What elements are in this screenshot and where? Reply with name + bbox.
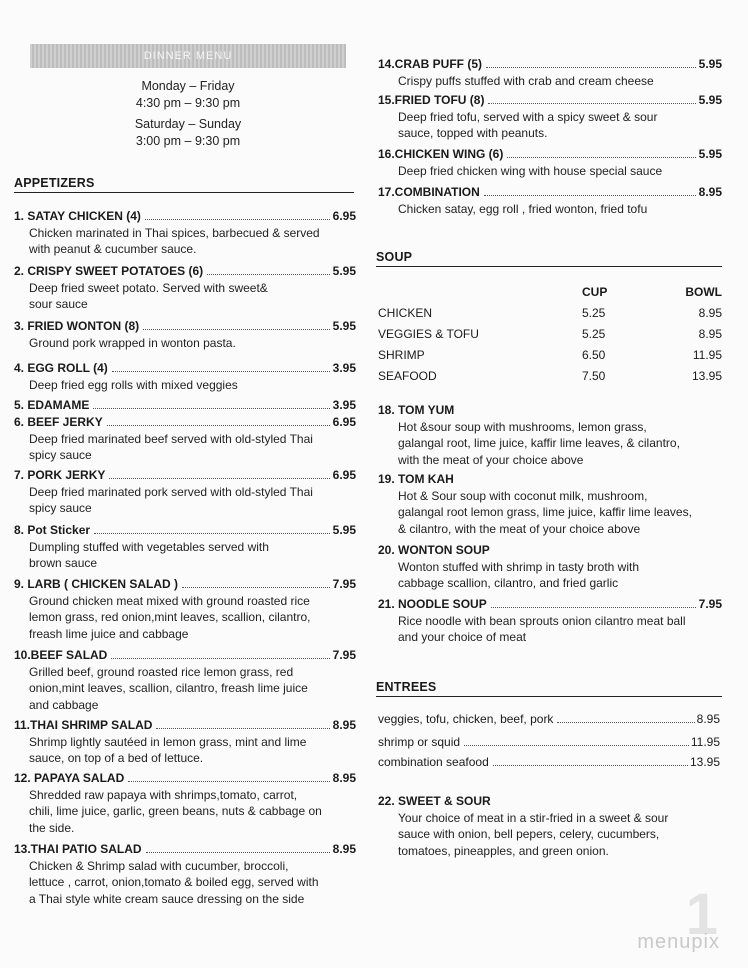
menu-item-heading <box>378 56 722 73</box>
soup-name: SHRIMP <box>378 348 425 362</box>
weekday-label: Monday – Friday <box>141 79 235 93</box>
menu-item-description: sauce with onion, bell pepers, celery, cucumbers, <box>398 827 660 841</box>
soup-name: CHICKEN <box>378 306 433 320</box>
menu-item-description: Deep fried egg rolls with mixed veggies <box>29 377 238 392</box>
menu-item-description: brown sauce <box>29 556 98 570</box>
menu-item-description: & cilantro, with the meat of your choice above <box>398 521 641 536</box>
soup-name: VEGGIES & TOFU <box>378 327 479 341</box>
menu-item-price: 8.95 <box>332 718 356 732</box>
menu-item-description: onion,mint leaves, scallion, cilantro, freash lime juice <box>29 681 308 695</box>
menu-item-description: Deep fried marinated beef served with old-styled Thai <box>29 431 313 446</box>
weekday-hours: 4:30 pm – 9:30 pm <box>135 96 241 110</box>
menu-item-heading <box>14 467 356 484</box>
entree-protein: combination seafood <box>378 755 489 769</box>
menu-item <box>14 717 356 767</box>
menu-item-name: 19. TOM KAH <box>378 472 454 486</box>
menu-item <box>378 92 722 142</box>
soup-cup: 7.50 <box>582 369 606 383</box>
menu-item-description: Chicken satay, egg roll , fried wonton, fried tofu <box>398 201 648 216</box>
menu-item-description: lettuce , carrot, onion,tomato & boiled egg, served with <box>29 875 319 889</box>
menu-item-name: 11.THAI SHRIMP SALAD <box>14 718 153 732</box>
menu-item-description: Deep fried chicken wing with house special sauce <box>398 163 663 178</box>
menu-item <box>378 402 722 468</box>
soup-heading: SOUP <box>376 250 722 267</box>
dot-leader <box>111 657 329 659</box>
menu-item-name: 9. LARB ( CHICKEN SALAD ) <box>14 577 178 591</box>
dot-leader <box>128 780 329 782</box>
soup-row <box>378 345 722 366</box>
menu-item-description: freash lime juice and cabbage <box>29 626 189 641</box>
menu-item <box>14 397 356 414</box>
menu-item <box>14 360 356 393</box>
dot-leader <box>156 727 329 729</box>
entree-price-row <box>378 712 720 726</box>
menu-item <box>378 56 722 89</box>
menu-item <box>14 841 356 907</box>
soup-name: SEAFOOD <box>378 369 437 383</box>
menu-item-description: Grilled beef, ground roasted rice lemon grass, red <box>29 664 294 679</box>
menu-item-description: Deep fried tofu, served with a spicy sweet & sour <box>398 109 658 124</box>
watermark-digit: 1 <box>685 882 718 947</box>
menu-item-price: 5.95 <box>698 57 722 71</box>
menu-item-description: Ground pork wrapped in wonton pasta. <box>29 335 236 350</box>
menu-item-description: galangal root, lime juice, kaffir lime leaves, & cilantro, <box>398 436 680 450</box>
menu-item-name: 18. TOM YUM <box>378 403 455 417</box>
menu-item <box>14 522 356 572</box>
menu-item-description: Deep fried marinated pork served with old-styled Thai <box>29 484 313 499</box>
menu-item-description: with peanut & cucumber sauce. <box>29 242 197 256</box>
menu-item-heading <box>378 402 722 419</box>
menu-item-price: 6.95 <box>332 468 356 482</box>
menu-item <box>378 596 722 646</box>
dot-leader <box>557 722 694 723</box>
dot-leader <box>488 102 695 104</box>
menu-item-heading <box>378 793 722 810</box>
menu-item-description: spicy sauce <box>29 448 92 462</box>
soup-price-table <box>378 282 722 387</box>
menu-item <box>14 318 356 351</box>
menu-item <box>378 542 722 592</box>
menu-item-description: Chicken & Shrimp salad with cucumber, broccoli, <box>29 858 289 873</box>
menu-item-heading <box>378 596 722 613</box>
menu-item-name: 20. WONTON SOUP <box>378 543 490 557</box>
menu-item-price: 8.95 <box>698 185 722 199</box>
menu-item-name: 16.CHICKEN WING (6) <box>378 147 504 161</box>
menu-item-description: with the meat of your choice above <box>398 452 584 467</box>
menu-item-description: Crispy puffs stuffed with crab and cream cheese <box>398 73 654 88</box>
menu-item-description: lemon grass, red onion,mint leaves, scallion, cilantro, <box>29 610 311 624</box>
menu-item-heading <box>14 717 356 734</box>
dot-leader <box>146 851 330 853</box>
cup-header: CUP <box>582 285 608 299</box>
menu-item-description: Hot & Sour soup with coconut milk, mushroom, <box>398 488 648 503</box>
dot-leader <box>93 407 329 409</box>
menu-item-name: 15.FRIED TOFU (8) <box>378 93 485 107</box>
menu-item-price: 8.95 <box>332 842 356 856</box>
menu-item-description: and your choice of meat <box>398 630 527 644</box>
menu-item-name: 5. EDAMAME <box>14 398 90 412</box>
menu-item-description: Shrimp lightly sautéed in lemon grass, mint and lime <box>29 734 307 749</box>
soup-row <box>378 303 722 324</box>
menu-item-price: 5.95 <box>698 93 722 107</box>
menu-item-name: 10.BEEF SALAD <box>14 648 108 662</box>
menu-item-name: 7. PORK JERKY <box>14 468 106 482</box>
menu-item-name: 3. FRIED WONTON (8) <box>14 319 140 333</box>
menu-item-description: tomatoes, pineapples, and green onion. <box>398 843 609 858</box>
entree-price: 13.95 <box>689 755 720 769</box>
menupix-watermark: menupix <box>637 931 720 953</box>
soup-row <box>378 366 722 387</box>
menu-item-price: 7.95 <box>332 577 356 591</box>
soup-cup: 5.25 <box>582 327 606 341</box>
menu-item <box>14 647 356 713</box>
dinner-menu-banner: DINNER MENU <box>30 44 346 68</box>
menu-item <box>14 770 356 836</box>
bowl-header: BOWL <box>685 285 722 299</box>
menu-item-heading <box>378 184 722 201</box>
menu-item-heading <box>14 647 356 664</box>
menu-item-price: 5.95 <box>332 264 356 278</box>
menu-item-name: 4. EGG ROLL (4) <box>14 361 108 375</box>
menu-item-heading <box>378 542 722 559</box>
appetizers-heading: APPETIZERS <box>14 176 354 193</box>
menu-item-name: 2. CRISPY SWEET POTATOES (6) <box>14 264 204 278</box>
soup-cup: 5.25 <box>582 306 606 320</box>
menu-item-description: a Thai style white cream sauce dressing on the side <box>29 891 305 906</box>
menu-item-description: Wonton stuffed with shrimp in tasty broth with <box>398 559 640 574</box>
menu-item-heading <box>14 522 356 539</box>
dot-leader <box>484 194 696 196</box>
weekend-label: Saturday – Sunday <box>134 117 242 131</box>
menu-item-price: 3.95 <box>332 361 356 375</box>
menu-item-name: 14.CRAB PUFF (5) <box>378 57 483 71</box>
menu-item <box>14 467 356 517</box>
menu-item-name: 12. PAPAYA SALAD <box>14 771 125 785</box>
menu-item-description: Dumpling stuffed with vegetables served with <box>29 539 269 554</box>
menu-item-heading <box>14 414 356 431</box>
menu-item-price: 7.95 <box>332 648 356 662</box>
menu-item-heading <box>14 360 356 377</box>
menu-item-name: 22. SWEET & SOUR <box>378 794 491 808</box>
dot-leader <box>464 745 689 746</box>
menu-item-heading <box>14 263 356 280</box>
soup-table-header <box>378 282 722 303</box>
menu-item-name: 6. BEEF JERKY <box>14 415 103 429</box>
menu-item-description: sour sauce <box>29 297 88 311</box>
dot-leader <box>491 606 696 608</box>
menu-item-description: Chicken marinated in Thai spices, barbecued & served <box>29 225 320 240</box>
menu-item <box>14 576 356 642</box>
menu-item-description: cabbage scallion, cilantro, and fried garlic <box>398 576 619 590</box>
soup-bowl: 13.95 <box>691 369 722 383</box>
menu-item-price: 5.95 <box>332 523 356 537</box>
soup-bowl: 8.95 <box>698 306 722 320</box>
menu-item-name: 21. NOODLE SOUP <box>378 597 487 611</box>
menu-item-heading <box>14 576 356 593</box>
menu-item-heading <box>14 397 356 414</box>
menu-item-price: 8.95 <box>332 771 356 785</box>
menu-item-description: and cabbage <box>29 697 99 712</box>
entree-price-row <box>378 755 720 769</box>
menu-item-heading <box>378 92 722 109</box>
soup-row <box>378 324 722 345</box>
menu-item-name: 1. SATAY CHICKEN (4) <box>14 209 141 223</box>
dot-leader <box>507 156 695 158</box>
soup-cup: 6.50 <box>582 348 606 362</box>
menu-item-heading <box>14 841 356 858</box>
menu-item-description: spicy sauce <box>29 501 92 515</box>
dot-leader <box>486 66 696 68</box>
menu-item-description: the side. <box>29 820 75 835</box>
entree-protein: shrimp or squid <box>378 735 461 749</box>
menu-item-description: Deep fried sweet potato. Served with sweet& <box>29 280 268 295</box>
weekend-hours: 3:00 pm – 9:30 pm <box>135 134 241 148</box>
dot-leader <box>109 477 329 479</box>
dot-leader <box>207 273 329 275</box>
entrees-heading: ENTREES <box>376 680 722 697</box>
entree-price: 11.95 <box>690 735 720 749</box>
dot-leader <box>112 370 330 372</box>
menu-item-price: 6.95 <box>332 415 356 429</box>
menu-item-description: Ground chicken meat mixed with ground roasted rice <box>29 593 310 608</box>
menu-item <box>378 471 722 537</box>
dot-leader <box>145 218 330 220</box>
menu-item-price: 3.95 <box>332 398 356 412</box>
menu-item-heading <box>14 208 356 225</box>
menu-item-description: sauce, on top of a bed of lettuce. <box>29 751 204 765</box>
menu-item-description: Shredded raw papaya with shrimps,tomato, carrot, <box>29 787 298 802</box>
menu-item-name: 17.COMBINATION <box>378 185 480 199</box>
menu-item-price: 7.95 <box>698 597 722 611</box>
menu-item-description: Hot &sour soup with mushrooms, lemon grass, <box>398 419 647 434</box>
menu-item-heading <box>378 471 722 488</box>
menu-item <box>378 793 722 859</box>
menu-item <box>378 146 722 179</box>
menu-item-description: sauce, topped with peanuts. <box>398 126 548 140</box>
entree-protein: veggies, tofu, chicken, beef, pork <box>378 712 554 726</box>
menu-item-heading <box>14 318 356 335</box>
dot-leader <box>182 586 330 588</box>
menu-item <box>14 208 356 258</box>
soup-bowl: 11.95 <box>692 348 722 362</box>
dot-leader <box>94 532 330 534</box>
entree-price-row <box>378 735 720 749</box>
entree-price: 8.95 <box>696 712 720 726</box>
menu-item-heading <box>14 770 356 787</box>
dot-leader <box>143 328 330 330</box>
menu-item-heading <box>378 146 722 163</box>
menu-item-name: 13.THAI PATIO SALAD <box>14 842 142 856</box>
menu-item-description: chili, lime juice, garlic, green beans, nuts & cabbage on <box>29 804 322 818</box>
menu-item-description: Your choice of meat in a stir-fried in a sweet & sour <box>398 810 669 825</box>
menu-item-description: Rice noodle with bean sprouts onion cilantro meat ball <box>398 613 686 628</box>
dot-leader <box>493 765 688 766</box>
menu-item-description: galangal root lemon grass, lime juice, kaffir lime leaves, <box>398 505 692 519</box>
dot-leader <box>107 424 330 426</box>
menu-item-name: 8. Pot Sticker <box>14 523 91 537</box>
menu-item-price: 5.95 <box>698 147 722 161</box>
menu-item <box>14 414 356 464</box>
menu-item <box>378 184 722 217</box>
menu-item-price: 5.95 <box>332 319 356 333</box>
menu-item <box>14 263 356 313</box>
menu-item-price: 6.95 <box>332 209 356 223</box>
soup-bowl: 8.95 <box>698 327 722 341</box>
